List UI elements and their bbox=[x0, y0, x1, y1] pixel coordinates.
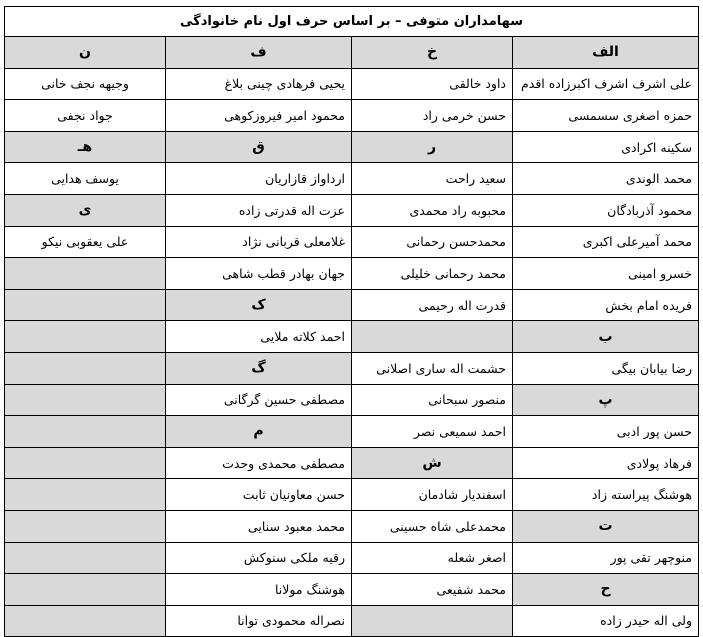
empty-cell bbox=[5, 352, 166, 384]
table-row bbox=[5, 479, 699, 511]
empty-cell bbox=[5, 510, 166, 542]
table-row bbox=[5, 416, 699, 448]
letter-header-cell: پ bbox=[513, 384, 699, 416]
shareholder-name-cell: حسن پور ادبی bbox=[513, 416, 699, 448]
shareholder-name-cell: منصور سبحانی bbox=[352, 384, 513, 416]
letter-header-cell: ب bbox=[513, 321, 699, 353]
table-row bbox=[5, 131, 699, 163]
letter-header-cell: ر bbox=[352, 131, 513, 163]
shareholder-name-cell: اسفندیار شادمان bbox=[352, 479, 513, 511]
shareholder-name-cell: قدرت اله رحیمی bbox=[352, 289, 513, 321]
empty-cell bbox=[352, 321, 513, 353]
shareholder-name-cell: منوچهر تقی پور bbox=[513, 542, 699, 574]
empty-cell bbox=[352, 605, 513, 637]
shareholder-name-cell: خسرو امینی bbox=[513, 258, 699, 290]
deceased-shareholders-table bbox=[4, 6, 699, 637]
empty-cell bbox=[5, 447, 166, 479]
shareholder-name-cell: رقیه ملکی سنوکش bbox=[166, 542, 352, 574]
shareholder-name-cell: رضا بیابان بیگی bbox=[513, 352, 699, 384]
shareholder-name-cell: سکینه اکرادی bbox=[513, 131, 699, 163]
shareholder-name-cell: نصراله محمودی توانا bbox=[166, 605, 352, 637]
table-row bbox=[5, 289, 699, 321]
shareholder-name-cell: احمد کلاته ملایی bbox=[166, 321, 352, 353]
shareholder-name-cell: حشمت اله ساری اصلانی bbox=[352, 352, 513, 384]
table-row bbox=[5, 384, 699, 416]
shareholder-name-cell: سعید راحت bbox=[352, 163, 513, 195]
shareholder-name-cell: عزت اله قدرتی زاده bbox=[166, 194, 352, 226]
table-row bbox=[5, 226, 699, 258]
shareholder-name-cell: هوشنگ مولانا bbox=[166, 574, 352, 606]
shareholder-name-cell: ارداواز قازاریان bbox=[166, 163, 352, 195]
shareholder-name-cell: محمود امیر فیروزکوهی bbox=[166, 100, 352, 132]
table-row bbox=[5, 321, 699, 353]
table-row bbox=[5, 605, 699, 637]
shareholder-name-cell: احمد سمیعی نصر bbox=[352, 416, 513, 448]
shareholder-name-cell: مصطفی محمدی وحدت bbox=[166, 447, 352, 479]
letter-header-cell: هـ bbox=[5, 131, 166, 163]
letter-header-cell: ک bbox=[166, 289, 352, 321]
shareholder-name-cell: محبوبه راد محمدی bbox=[352, 194, 513, 226]
shareholder-name-cell: علی یعقوبی نیکو bbox=[5, 226, 166, 258]
table-row bbox=[5, 574, 699, 606]
shareholder-name-cell: محمدعلی شاه حسینی bbox=[352, 510, 513, 542]
table-row bbox=[5, 510, 699, 542]
table-row bbox=[5, 194, 699, 226]
empty-cell bbox=[5, 289, 166, 321]
table-row bbox=[5, 37, 699, 69]
shareholder-name-cell: محمد رحمانی خلیلی bbox=[352, 258, 513, 290]
shareholder-name-cell: غلامعلی قربانی نژاد bbox=[166, 226, 352, 258]
letter-header-cell: ح bbox=[513, 574, 699, 606]
empty-cell bbox=[5, 416, 166, 448]
shareholder-name-cell: محمد شفیعی bbox=[352, 574, 513, 606]
shareholder-name-cell: وجیهه نجف خانی bbox=[5, 68, 166, 100]
table-row bbox=[5, 163, 699, 195]
shareholder-name-cell: جواد نجفی bbox=[5, 100, 166, 132]
table-row bbox=[5, 352, 699, 384]
shareholder-name-cell: محمد معبود سنایی bbox=[166, 510, 352, 542]
shareholder-name-cell: ولی اله حیدر زاده bbox=[513, 605, 699, 637]
empty-cell bbox=[5, 542, 166, 574]
letter-header-cell: ف bbox=[166, 37, 352, 69]
table-row bbox=[5, 100, 699, 132]
shareholder-name-cell: حسن خرمی راد bbox=[352, 100, 513, 132]
shareholders-table-container bbox=[4, 6, 698, 637]
shareholder-name-cell: یوسف هدایی bbox=[5, 163, 166, 195]
empty-cell bbox=[5, 574, 166, 606]
empty-cell bbox=[5, 384, 166, 416]
shareholder-name-cell: داود خالقی bbox=[352, 68, 513, 100]
title-row bbox=[5, 7, 699, 37]
letter-header-cell: ی bbox=[5, 194, 166, 226]
table-row bbox=[5, 68, 699, 100]
letter-header-cell: خ bbox=[352, 37, 513, 69]
shareholder-name-cell: محمد الوندی bbox=[513, 163, 699, 195]
table-row bbox=[5, 447, 699, 479]
shareholder-name-cell: یحیی فرهادی چینی بلاغ bbox=[166, 68, 352, 100]
shareholder-name-cell: فریده امام بخش bbox=[513, 289, 699, 321]
table-row bbox=[5, 542, 699, 574]
shareholder-name-cell: اصغر شعله bbox=[352, 542, 513, 574]
letter-header-cell: م bbox=[166, 416, 352, 448]
empty-cell bbox=[5, 258, 166, 290]
shareholder-name-cell: حسن معاونیان ثابت bbox=[166, 479, 352, 511]
letter-header-cell: گ bbox=[166, 352, 352, 384]
shareholder-name-cell: محمد آمیرعلی اکبری bbox=[513, 226, 699, 258]
letter-header-cell: ن bbox=[5, 37, 166, 69]
shareholder-name-cell: حمزه اصغری سسمسی bbox=[513, 100, 699, 132]
shareholder-name-cell: محمود آذربادگان bbox=[513, 194, 699, 226]
shareholder-name-cell: جهان بهادر قطب شاهی bbox=[166, 258, 352, 290]
empty-cell bbox=[5, 605, 166, 637]
letter-header-cell: ت bbox=[513, 510, 699, 542]
table-row bbox=[5, 258, 699, 290]
letter-header-cell: ش bbox=[352, 447, 513, 479]
empty-cell bbox=[5, 321, 166, 353]
shareholder-name-cell: علی اشرف اشرف اکبرزاده اقدم bbox=[513, 68, 699, 100]
letter-header-cell: ق bbox=[166, 131, 352, 163]
shareholder-name-cell: محمدحسن رحمانی bbox=[352, 226, 513, 258]
shareholder-name-cell: فرهاد پولادی bbox=[513, 447, 699, 479]
shareholder-name-cell: هوشنگ پیراسته زاد bbox=[513, 479, 699, 511]
letter-header-cell: الف bbox=[513, 37, 699, 69]
table-title: سهامداران متوفی – بر اساس حرف اول نام خانوادگی bbox=[5, 7, 699, 37]
empty-cell bbox=[5, 479, 166, 511]
shareholder-name-cell: مصطفی حسین گرگانی bbox=[166, 384, 352, 416]
